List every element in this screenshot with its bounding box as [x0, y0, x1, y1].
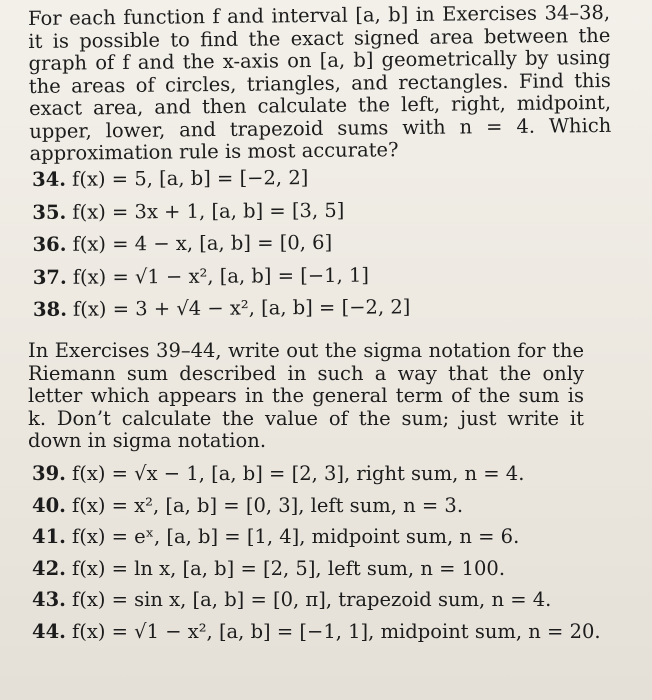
exercise-formula: f(x) = 3x + 1, [a, b] = [3, 5] [72, 198, 345, 224]
exercise-number: 38. [32, 298, 68, 322]
exercise-38 [33, 292, 411, 327]
exercise-formula: f(x) = √1 − x², [a, b] = [−1, 1] [72, 263, 370, 289]
exercise-formula: f(x) = 5, [a, b] = [−2, 2] [72, 166, 309, 191]
exercise-number: 34. [32, 167, 67, 191]
exercise-39 [32, 458, 601, 490]
exercise-formula: f(x) = ln x, [a, b] = [2, 5], left sum, n = 100. [72, 556, 506, 580]
exercise-number: 41. [32, 525, 66, 549]
exercise-formula: f(x) = √x − 1, [a, b] = [2, 3], right sum, n = 4. [72, 462, 525, 485]
exercise-number: 39. [32, 462, 66, 485]
exercise-list-39-44 [32, 458, 601, 648]
exercise-list-34-38 [32, 161, 410, 327]
exercise-41 [32, 521, 601, 553]
exercise-formula: f(x) = x², [a, b] = [0, 3], left sum, n = 3. [72, 493, 464, 517]
exercise-43 [32, 584, 601, 616]
exercise-42 [32, 553, 601, 585]
exercise-number: 42. [32, 556, 66, 580]
exercise-formula: f(x) = 3 + √4 − x², [a, b] = [−2, 2] [72, 295, 411, 322]
exercise-number: 35. [32, 200, 67, 224]
exercise-35 [32, 194, 410, 229]
exercise-40 [32, 490, 601, 522]
exercise-number: 43. [32, 588, 66, 612]
exercise-number: 44. [32, 619, 66, 643]
exercise-formula: f(x) = √1 − x², [a, b] = [−1, 1], midpoint sum, n = 20. [72, 619, 601, 643]
exercise-formula: f(x) = 4 − x, [a, b] = [0, 6] [72, 231, 333, 256]
exercise-number: 40. [32, 493, 66, 517]
exercise-44 [32, 616, 601, 648]
exercise-36 [32, 227, 410, 262]
intro-paragraph: For each function f and interval [a, b] in Exercises 34–38, it is possible to find the exact signed area between the graph of f and the x-axis on [a, b] geometrically by using the areas of circles, triangles, and rectangles. Find this exact area, and then calculate the left, right, midpoint, upper, lower, and trapezoid sums with n = 4. Which approximation rule is most accurate? [27, 0, 612, 165]
exercise-37 [33, 259, 411, 294]
exercise-formula: f(x) = sin x, [a, b] = [0, π], trapezoid sum, n = 4. [72, 588, 552, 612]
exercise-formula: f(x) = eˣ, [a, b] = [1, 4], midpoint sum, n = 6. [72, 525, 520, 549]
exercise-number: 36. [32, 232, 67, 257]
sigma-paragraph: In Exercises 39–44, write out the sigma notation for the Riemann sum described in such a way that the only letter which appears in the general term of the sum is k. Don’t calculate the value of the sum; just write it down in sigma notation. [28, 339, 584, 452]
exercise-34 [32, 161, 410, 196]
exercise-number: 37. [32, 265, 67, 289]
